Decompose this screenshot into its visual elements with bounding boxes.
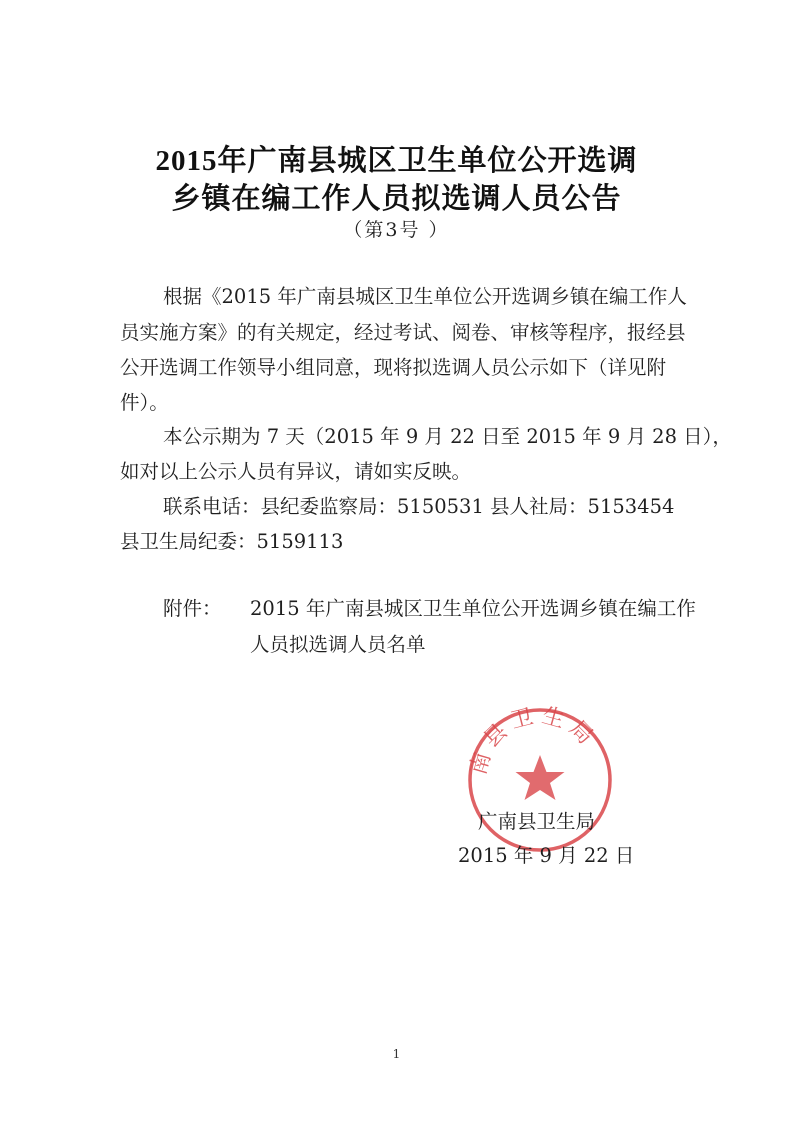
attachment-line-1: 2015 年广南县城区卫生单位公开选调乡镇在编工作	[250, 597, 696, 620]
issue-date: 2015 年 9 月 22 日	[458, 844, 635, 867]
contact-line-2: 县卫生局纪委：5159113	[120, 530, 344, 553]
page-number: 1	[392, 1047, 401, 1061]
seal-text: 南县卫生局	[465, 703, 602, 778]
issue-number: （第3号 ）	[343, 219, 450, 241]
issuing-organization: 广南县卫生局	[478, 810, 596, 833]
official-seal-stamp	[460, 700, 620, 860]
document-title-line-2: 乡镇在编工作人员拟选调人员公告	[171, 183, 622, 215]
seal-star-icon	[516, 755, 565, 800]
paragraph-1-line-4: 件）。	[120, 391, 169, 414]
paragraph-1-line-2: 员实施方案》的有关规定，经过考试、阅卷、审核等程序，报经县	[120, 321, 686, 344]
paragraph-1-line-1: 根据《2015 年广南县城区卫生单位公开选调乡镇在编工作人	[163, 285, 687, 308]
paragraph-2-line-1: 本公示期为 7 天（2015 年 9 月 22 日至 2015 年 9 月 28 日），	[163, 425, 732, 448]
svg-text:南县卫生局	[466, 703, 602, 777]
contact-line-1: 联系电话：县纪委监察局：5150531 县人社局：5153454	[163, 495, 675, 518]
attachment-line-2: 人员拟选调人员名单	[250, 633, 426, 656]
paragraph-1-line-3: 公开选调工作领导小组同意，现将拟选调人员公示如下（详见附	[120, 356, 667, 379]
document-title-line-1: 2015年广南县城区卫生单位公开选调	[155, 145, 638, 177]
paragraph-2-line-2: 如对以上公示人员有异议，请如实反映。	[120, 460, 472, 483]
attachment-label: 附件：	[163, 597, 222, 620]
